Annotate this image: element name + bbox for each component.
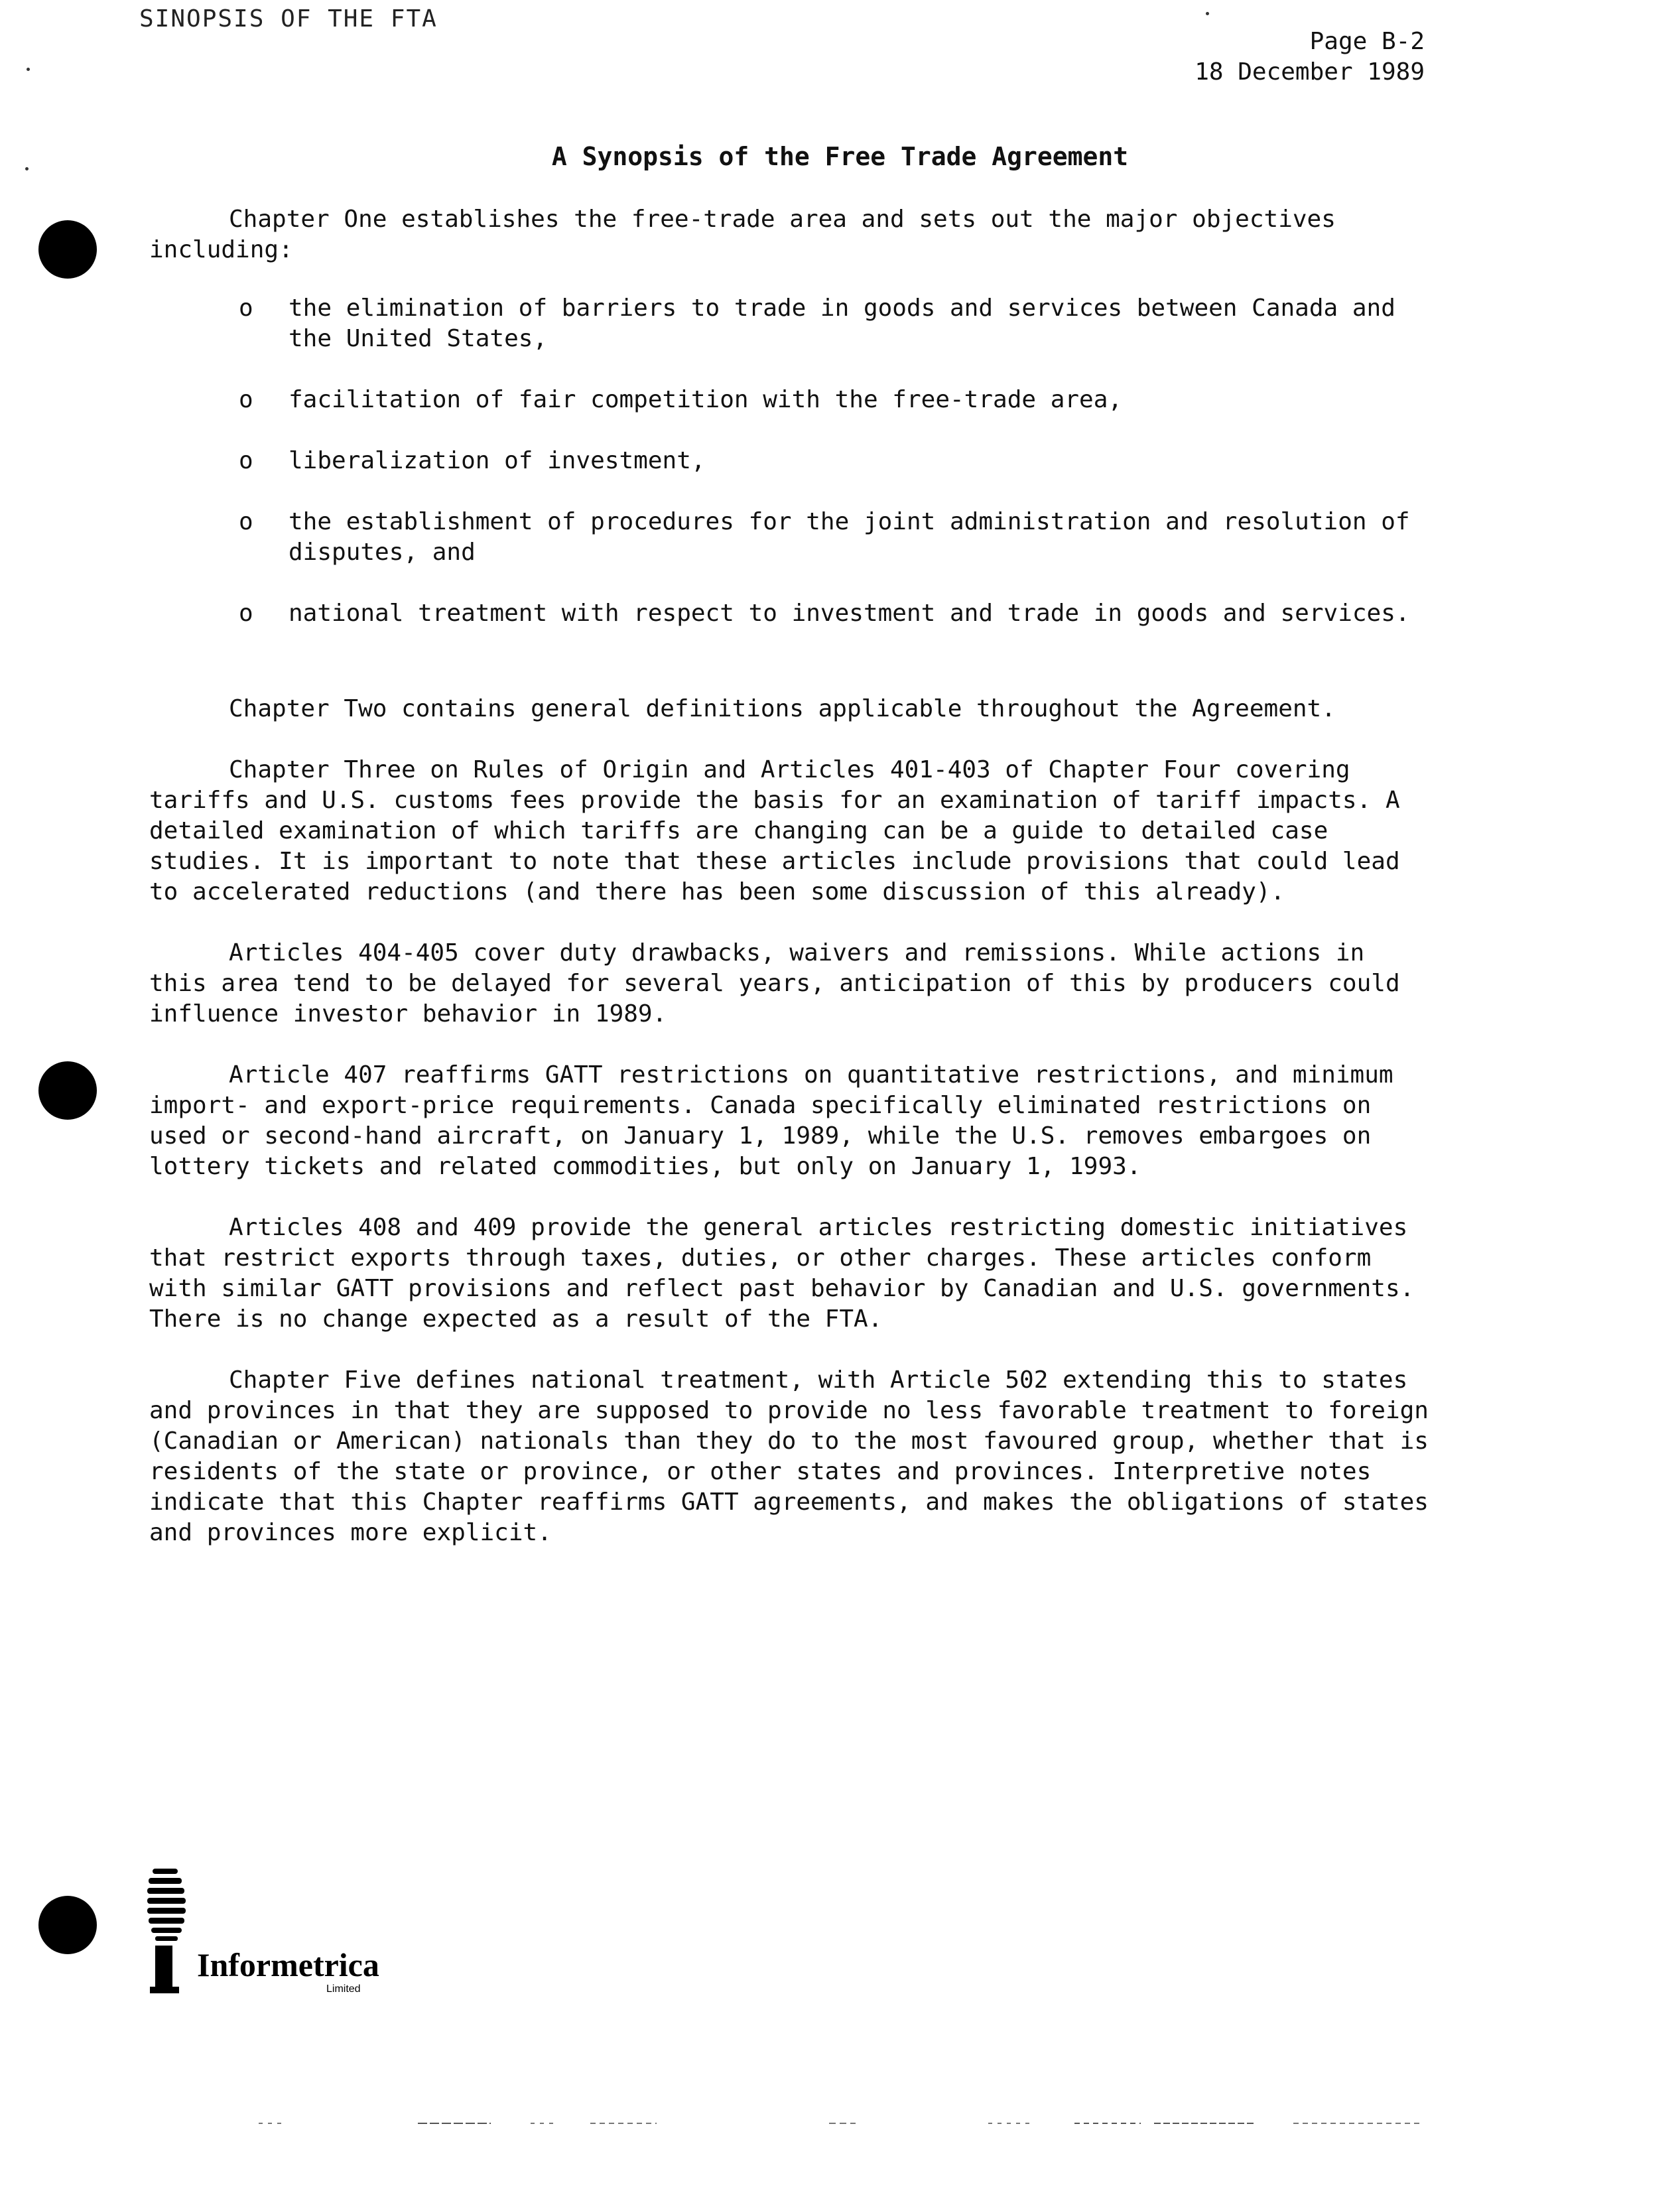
paragraph-chapter-three: Chapter Three on Rules of Origin and Articles 401-403 of Chapter Four covering tariffs and U.S. customs fees provide the basis for an examination of tariff impacts. A detailed examination of which tariffs are changing can be a guide to detailed case studies. It is important to note that these articles include provisions that could lead to accelerated reductions (and there has been some discussion of this already). (149, 756, 1400, 905)
list-item-text: the elimination of barriers to trade in goods and services between Canada and the United States, (289, 295, 1395, 352)
bullet-marker: o (239, 295, 253, 322)
bullet-marker: o (239, 600, 253, 627)
document-body (149, 204, 1429, 1579)
scan-speck (27, 68, 30, 71)
list-item-text: the establishment of procedures for the joint administration and resolution of disputes, and (289, 508, 1410, 566)
list-item (149, 598, 1429, 629)
paragraph-articles-408-409: Articles 408 and 409 provide the general articles restricting domestic initiatives that restrict exports through taxes, duties, or other charges. These articles conform with similar GATT provisions and reflect past behavior by Canadian and U.S. governments. There is no change expected as a result of the FTA. (149, 1214, 1415, 1333)
binder-hole-top (38, 220, 97, 279)
logo-wordmark: Informetrica (197, 1946, 379, 1983)
logo-subtitle: Limited (326, 1983, 361, 1995)
list-item (149, 293, 1429, 354)
document-title: A Synopsis of the Free Trade Agreement (551, 142, 1129, 171)
list-item-text: facilitation of fair competition with the free-trade area, (289, 386, 1123, 413)
page-info (1195, 27, 1425, 88)
list-item (149, 385, 1429, 415)
informetrica-logo (147, 1867, 413, 2000)
bullet-marker: o (239, 508, 253, 535)
paragraph-chapter-two: Chapter Two contains general definitions applicable throughout the Agreement. (229, 695, 1336, 722)
running-header: SINOPSIS OF THE FTA (139, 5, 438, 33)
list-item (149, 446, 1429, 476)
list-item-text: national treatment with respect to investment and trade in goods and services. (289, 600, 1410, 627)
paragraph-chapter-five: Chapter Five defines national treatment, with Article 502 extending this to states and provinces in that they are supposed to provide no less favorable treatment to foreign (Canadian or American) nationals than they do to the most favoured group, whether that is residents of the state or province, or other states and provinces. Interpretive notes indicate that this Chapter reaffirms GATT agreements, and makes the obligations of states and provinces more explicit. (149, 1366, 1429, 1546)
informetrica-globe-icon (147, 1867, 194, 2000)
document-date: 18 December 1989 (1195, 58, 1425, 86)
list-item-text: liberalization of investment, (289, 447, 706, 474)
objectives-list (149, 293, 1429, 629)
scan-speck (1206, 12, 1209, 15)
binder-hole-bottom (38, 1896, 97, 1954)
page-number: Page B-2 (1309, 28, 1425, 55)
intro-paragraph: Chapter One establishes the free-trade area and sets out the major objectives including: (149, 206, 1336, 263)
bullet-marker: o (239, 386, 253, 413)
bullet-marker: o (239, 447, 253, 474)
list-item (149, 507, 1429, 568)
scan-artifact-line (259, 2121, 1453, 2125)
paragraph-articles-404-405: Articles 404-405 cover duty drawbacks, waivers and remissions. While actions in this area tend to be delayed for several years, anticipation of this by producers could influence investor behavior in 1989. (149, 939, 1400, 1028)
binder-hole-middle (38, 1061, 97, 1120)
paragraph-article-407: Article 407 reaffirms GATT restrictions on quantitative restrictions, and minimum import- and export-price requirements. Canada specifically eliminated restrictions on used or second-hand aircraft, on January 1, 1989, while the U.S. removes embargoes on lottery tickets and related commodities, but only on January 1, 1993. (149, 1061, 1393, 1180)
